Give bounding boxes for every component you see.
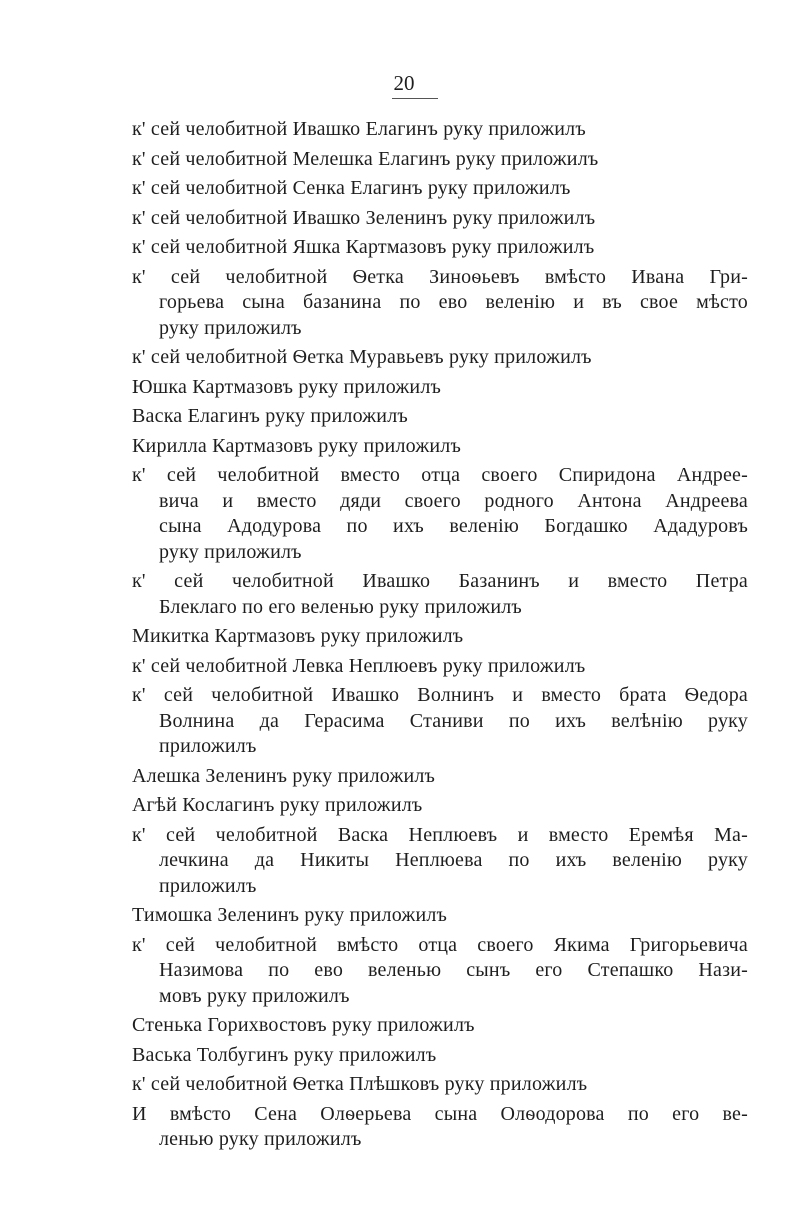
entry-line: к' сей челобитной Ивашко Волнинъ и вместо брата Ѳедора [132, 684, 748, 706]
entry-line: к' сей челобитной Ѳетка Зиноѳьевъ вмѣсто Ивана Гри- [132, 265, 748, 288]
entry-line: Стенька Горихвостовъ руку приложилъ [132, 1014, 475, 1036]
entry-continuation-line: руку приложилъ [159, 540, 302, 563]
signature-entry [132, 463, 748, 565]
entry-continuation-line: сына Адодурова по ихъ веленiю Богдашко Ададуровъ [159, 515, 748, 537]
signature-list [132, 117, 748, 1157]
entry-continuation-line: Назимова по ево веленью сынъ его Степашко Нази- [159, 959, 748, 981]
signature-entry [132, 569, 748, 620]
entry-continuation-line: приложилъ [159, 735, 257, 757]
signature-entry [132, 235, 748, 261]
entry-line: Микитка Картмазовъ руку приложилъ [132, 625, 464, 647]
signature-entry [132, 683, 748, 760]
page-number-rule [392, 98, 438, 99]
signature-entry [132, 624, 748, 650]
entry-continuation-line: ленью руку приложилъ [159, 1128, 362, 1150]
signature-entry [132, 903, 748, 929]
entry-continuation-line: горьева сына базанина по ево веленiю и въ свое мѣсто [159, 291, 748, 313]
entry-line: И вмѣсто Сена Олѳерьева сына Олѳодорова по его ве- [132, 1102, 748, 1125]
entry-line: к' сей челобитной Яшка Картмазовъ руку приложилъ [132, 236, 595, 258]
signature-entry [132, 1072, 748, 1098]
signature-entry [132, 117, 748, 143]
entry-line: Васька Толбугинъ руку приложилъ [132, 1043, 437, 1066]
signature-entry [132, 147, 748, 173]
entry-continuation-line: Волнина да Герасима Станиви по ихъ велѣнiю руку [159, 709, 748, 732]
entry-line: Алешка Зеленинъ руку приложилъ [132, 764, 436, 787]
signature-entry [132, 176, 748, 202]
entry-line: к' сей челобитной Ѳетка Плѣшковъ руку приложилъ [132, 1073, 588, 1095]
entry-line: к' сей челобитной Мелешка Елагинъ руку приложилъ [132, 147, 599, 170]
entry-line: Тимошка Зеленинъ руку приложилъ [132, 904, 448, 926]
signature-entry [132, 434, 748, 460]
page-number: 20 [393, 71, 415, 95]
entry-line: Юшка Картмазовъ руку приложилъ [132, 375, 442, 398]
signature-entry [132, 1013, 748, 1039]
entry-continuation-line: руку приложилъ [159, 316, 302, 339]
entry-line: к' сей челобитной Левка Неплюевъ руку приложилъ [132, 654, 586, 677]
entry-line: к' сей челобитной Ивашко Зеленинъ руку приложилъ [132, 206, 596, 229]
entry-line: Агѣй Кослагинъ руку приложилъ [132, 794, 423, 816]
entry-continuation-line: мовъ руку приложилъ [159, 984, 350, 1007]
signature-entry [132, 345, 748, 371]
signature-entry [132, 654, 748, 680]
entry-line: к' сей челобитной Сенка Елагинъ руку приложилъ [132, 177, 571, 199]
entry-line: к' сей челобитной Васка Неплюевъ и вместо Еремѣя Ма- [132, 823, 748, 846]
signature-entry [132, 764, 748, 790]
entry-continuation-line: Блеклаго по его веленью руку приложилъ [159, 595, 522, 618]
entry-continuation-line: вича и вместо дяди своего родного Антона Андреева [159, 489, 748, 512]
entry-line: к' сей челобитной Ивашко Базанинъ и вместо Петра [132, 570, 748, 592]
signature-entry [132, 265, 748, 342]
entry-continuation-line: лечкина да Никиты Неплюева по ихъ веленiю руку [159, 849, 748, 871]
signature-entry [132, 1043, 748, 1069]
signature-entry [132, 933, 748, 1010]
signature-entry [132, 404, 748, 430]
signature-entry [132, 375, 748, 401]
signature-entry [132, 1102, 748, 1153]
signature-entry [132, 793, 748, 819]
entry-continuation-line: приложилъ [159, 874, 257, 897]
entry-line: к' сей челобитной Ивашко Елагинъ руку приложилъ [132, 118, 586, 140]
entry-line: к' сей челобитной вместо отца своего Спиридона Андрее- [132, 464, 748, 486]
signature-entry [132, 206, 748, 232]
entry-line: Кирилла Картмазовъ руку приложилъ [132, 434, 461, 457]
entry-line: Васка Елагинъ руку приложилъ [132, 405, 408, 427]
signature-entry [132, 823, 748, 900]
entry-line: к' сей челобитной Ѳетка Муравьевъ руку приложилъ [132, 346, 592, 368]
entry-line: к' сей челобитной вмѣсто отца своего Якима Григорьевича [132, 933, 748, 956]
